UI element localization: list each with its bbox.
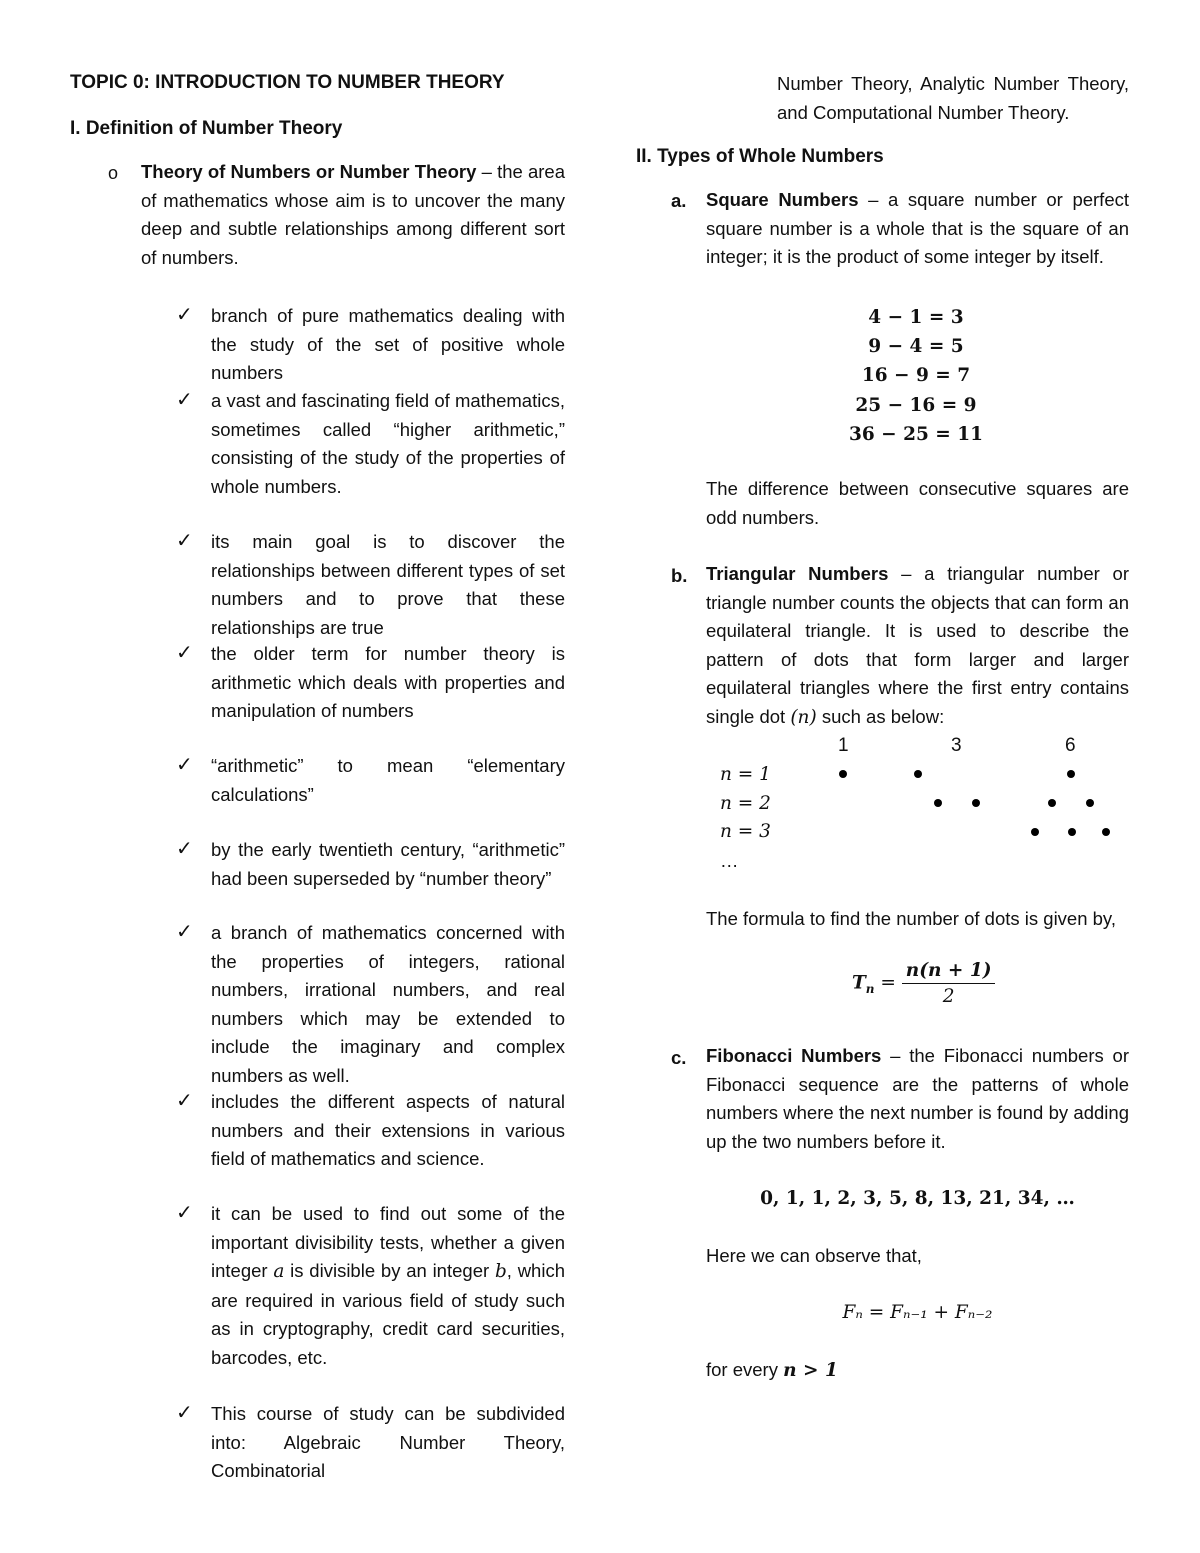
dot	[1102, 828, 1110, 836]
dot	[934, 799, 942, 807]
variable-a: a	[273, 1261, 285, 1282]
for-every-text: for every	[706, 1359, 784, 1380]
fibonacci-paragraph	[706, 1042, 1129, 1156]
continuation-text: Number Theory, Analytic Number Theory, and Computational Number Theory.	[777, 73, 1129, 123]
square-numbers-paragraph	[706, 186, 1129, 272]
check-item-3: its main goal is to discover the relationships between different types of set numbers and to prove that these relationships are true	[211, 531, 565, 638]
check-item-2: a vast and fascinating field of mathematics, sometimes called “higher arithmetic,” consisting of the study of the properties of whole numbers.	[211, 390, 565, 497]
column-head-3: 3	[951, 735, 962, 756]
check-item-1: branch of pure mathematics dealing with the study of the set of positive whole numbers	[211, 305, 565, 383]
square-numbers-note: The difference between consecutive squares are odd numbers.	[706, 478, 1129, 528]
check-item-9-mid: is divisible by an integer	[284, 1260, 495, 1281]
check-icon: ✓	[176, 1200, 193, 1224]
observe-text: Here we can observe that,	[706, 1245, 922, 1266]
check-icon: ✓	[176, 387, 193, 411]
check-item-9	[211, 1200, 565, 1372]
item-a-label: a.	[671, 190, 687, 211]
equation: 9 − 4 = 5	[868, 336, 964, 358]
formula-intro: The formula to find the number of dots is given by,	[706, 908, 1116, 929]
triangular-numbers-def: – a triangular number or triangle number counts the objects that can form an equilateral triangle. It is used to describe the pattern of dots that form larger and larger equilateral triangles where the first entry contains single dot	[706, 563, 1129, 727]
check-icon: ✓	[176, 919, 193, 943]
check-icon: ✓	[176, 640, 193, 664]
square-difference-equations	[816, 303, 1016, 449]
check-item-5: “arithmetic” to mean “elementary calculations”	[211, 755, 565, 805]
formula-denominator: 2	[942, 986, 955, 1007]
definition-text: – the area of mathematics whose aim is to uncover the many deep and subtle relationships among different sort of numbers.	[141, 161, 566, 268]
definition-term: Theory of Numbers or Number Theory	[141, 161, 477, 182]
triangular-numbers-term: Triangular Numbers	[706, 563, 889, 584]
row-label-ellipsis: …	[720, 850, 739, 871]
bullet-marker: o	[108, 163, 119, 183]
check-icon: ✓	[176, 836, 193, 860]
formula-subscript: n	[865, 982, 875, 997]
row-label-n2: n = 2	[720, 793, 771, 814]
dot	[1068, 828, 1076, 836]
check-item-10: This course of study can be subdivided into: Algebraic Number Theory, Combinatorial	[211, 1403, 565, 1481]
page-title: TOPIC 0: INTRODUCTION TO NUMBER THEORY	[70, 72, 505, 93]
check-icon: ✓	[176, 1400, 193, 1424]
check-item-8: includes the different aspects of natural numbers and their extensions in various field of mathematics and science.	[211, 1091, 565, 1169]
check-icon: ✓	[176, 1088, 193, 1112]
variable-b: b	[494, 1261, 507, 1282]
equation: 16 − 9 = 7	[861, 365, 971, 387]
check-item-9-text: it can be used to find out some of the important divisibility tests, whether a given integer	[211, 1203, 565, 1281]
square-numbers-def: – a square number or perfect square number is a whole that is the square of an integer; it is the product of some integer by itself.	[706, 189, 1130, 267]
formula-numerator: n(n + 1)	[902, 960, 996, 984]
equation: 4 − 1 = 3	[868, 307, 964, 328]
dot	[914, 770, 922, 778]
check-icon: ✓	[176, 302, 193, 326]
condition-math: n > 1	[783, 1360, 838, 1381]
check-item-6: by the early twentieth century, “arithmetic” had been superseded by “number theory”	[211, 839, 565, 889]
check-icon: ✓	[176, 528, 193, 552]
fibonacci-sequence: 0, 1, 1, 2, 3, 5, 8, 13, 21, 34, …	[760, 1188, 1075, 1209]
check-item-7: a branch of mathematics concerned with the properties of integers, rational numbers, irrational numbers, and real numbers which may be extended to include the imaginary and complex numbers as well.	[211, 922, 565, 1086]
formula-equals: =	[874, 972, 902, 994]
fibonacci-def: – the Fibonacci numbers or Fibonacci sequence are the patterns of whole numbers where the next number is found by adding up the two numbers before it.	[706, 1045, 1129, 1152]
equation: 36 − 25 = 11	[849, 423, 983, 445]
check-icon: ✓	[176, 752, 193, 776]
condition-line	[706, 1359, 838, 1381]
triangular-numbers-def-end: such as below:	[816, 705, 945, 727]
variable-n: (n)	[790, 706, 817, 728]
dot	[1086, 799, 1094, 807]
dot	[1067, 770, 1075, 778]
check-item-4: the older term for number theory is arithmetic which deals with properties and manipulation of numbers	[211, 643, 565, 721]
row-label-n1: n = 1	[720, 764, 771, 785]
dot	[1031, 828, 1039, 836]
row-label-n3: n = 3	[720, 821, 771, 842]
section-1-heading: I. Definition of Number Theory	[70, 118, 343, 139]
item-b-label: b.	[671, 565, 688, 586]
triangular-formula	[852, 960, 995, 1007]
fibonacci-recurrence: Fₙ = Fₙ₋₁ + Fₙ₋₂	[842, 1302, 993, 1323]
formula-fraction	[902, 960, 996, 1007]
column-head-6: 6	[1065, 735, 1076, 756]
dot	[839, 770, 847, 778]
item-c-label: c.	[671, 1047, 687, 1068]
fibonacci-term: Fibonacci Numbers	[706, 1045, 882, 1066]
dot	[1048, 799, 1056, 807]
formula-lhs: T	[852, 972, 866, 994]
square-numbers-term: Square Numbers	[706, 189, 859, 210]
column-head-1: 1	[838, 735, 849, 756]
section-2-heading: II. Types of Whole Numbers	[636, 146, 884, 167]
definition-paragraph	[141, 158, 565, 272]
check-item-9-end: , which are required in various field of study such as in cryptography, credit card securities, barcodes, etc.	[211, 1260, 565, 1368]
equation: 25 − 16 = 9	[855, 394, 977, 416]
dot	[972, 799, 980, 807]
triangular-numbers-paragraph	[706, 560, 1129, 732]
